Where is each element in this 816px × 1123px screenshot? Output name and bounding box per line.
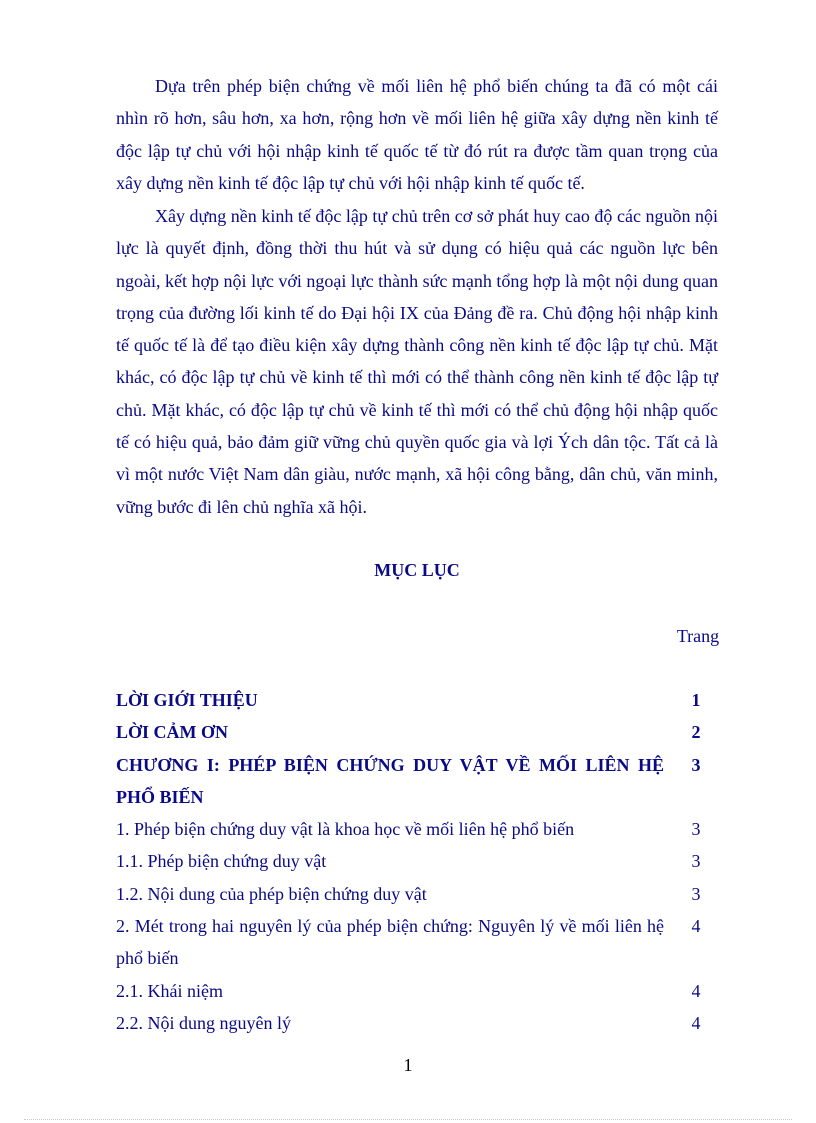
toc-entry-page: 4: [691, 916, 701, 937]
toc-entry-page: 4: [691, 980, 701, 1001]
toc-entry-title: CHƯƠNG I: PHÉP BIỆN CHỨNG DUY VẬT VỀ MỐI LIÊN HỆ PHỔ BIẾN: [116, 754, 664, 807]
toc-entry-title: 1. Phép biện chứng duy vật là khoa học về mối liên hệ phổ biến: [116, 819, 575, 840]
body-paragraph: Dựa trên phép biện chứng về mối liên hệ phổ biến chúng ta đã có một cái nhìn rõ hơn, sâu hơn, xa hơn, rộng hơn về mối liên hệ giữa xây dựng nền kinh tế độc lập tự chủ với hội nhập kinh tế quốc tế từ đó rút ra được tầm quan trọng của xây dựng nền kinh tế độc lập tự chủ với hội nhập kinh tế quốc tế.: [116, 76, 718, 193]
toc-entry[interactable]: [116, 845, 718, 877]
toc-entry-title: 2. Mét trong hai nguyên lý của phép biện chứng: Nguyên lý về mối liên hệ phổ biến: [116, 916, 664, 969]
toc-entry-title: LỜI CẢM ƠN: [116, 722, 228, 743]
toc-entry-title: 2.2. Nội dung nguyên lý: [116, 1012, 291, 1033]
toc-entry-page: 3: [691, 851, 701, 872]
toc-page-column-header: Trang: [676, 626, 720, 646]
toc-entry[interactable]: [116, 716, 718, 748]
body-paragraph: Xây dựng nền kinh tế độc lập tự chủ trên cơ sở phát huy cao độ các nguồn nội lực là quyết định, đồng thời thu hút và sử dụng có hiệu quả các nguồn lực bên ngoài, kết hợp nội lực với ngoại lực thành sức mạnh tổng hợp là một nội dung quan trọng của đường lối kinh tế do Đại hội IX của Đảng đề ra. Chủ động hội nhập kinh tế quốc tế là để tạo điều kiện xây dựng thành công nền kinh tế độc lập tự chủ. Mặt khác, có độc lập tự chủ về kinh tế thì mới có thể thành công nền kinh tế độc lập tự chủ. Mặt khác, có độc lập tự chủ về kinh tế thì mới có thể chủ động hội nhập quốc tế có hiệu quả, bảo đảm giữ vững chủ quyền quốc gia và lợi Ých dân tộc. Tất cả là vì một nước Việt Nam dân giàu, nước mạnh, xã hội công bằng, dân chủ, văn minh, vững bước đi lên chủ nghĩa xã hội.: [116, 206, 718, 517]
toc-entry[interactable]: [116, 1007, 718, 1039]
toc-entry[interactable]: [116, 749, 718, 814]
toc-entry-page: 3: [691, 883, 701, 904]
page-bottom-divider: [24, 1119, 792, 1120]
toc-entry-title: 2.1. Khái niệm: [116, 980, 223, 1001]
toc-entry-page: 3: [691, 754, 701, 775]
table-of-contents: [116, 684, 718, 1039]
toc-entry[interactable]: [116, 813, 718, 845]
toc-entry-page: 1: [691, 690, 701, 710]
toc-entry-title: 1.2. Nội dung của phép biện chứng duy vật: [116, 883, 427, 904]
toc-entry-title: LỜI GIỚI THIỆU: [116, 690, 258, 710]
toc-entry-page: 3: [691, 819, 701, 840]
toc-entry-title: 1.1. Phép biện chứng duy vật: [116, 851, 327, 872]
page-number: 1: [403, 1055, 413, 1075]
toc-entry[interactable]: [116, 910, 718, 975]
toc-entry[interactable]: [116, 975, 718, 1007]
toc-entry-page: 4: [691, 1012, 701, 1033]
toc-entry-page: 2: [691, 722, 701, 743]
toc-entry[interactable]: [116, 878, 718, 910]
toc-title: MỤC LỤC: [374, 560, 460, 580]
toc-entry[interactable]: [116, 684, 718, 716]
